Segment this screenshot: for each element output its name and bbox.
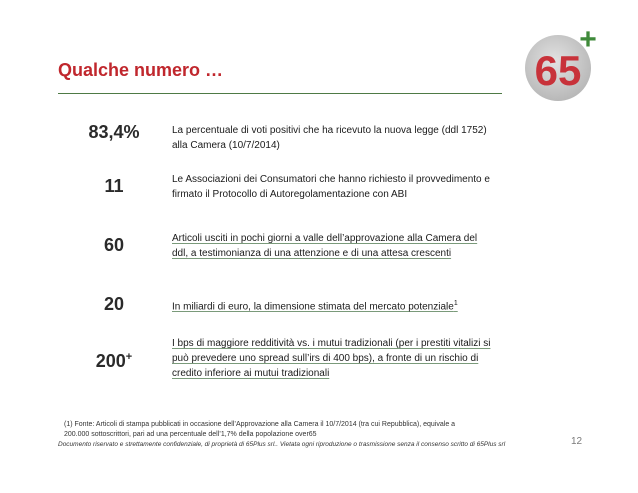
stat-value: 200+ <box>95 351 133 371</box>
description-line: La percentuale di voti positivi che ha ricevuto la nuova legge (ddl 1752) <box>172 125 487 136</box>
stat-description <box>172 172 534 202</box>
logo-text: 65 <box>534 47 582 94</box>
stat-value: 60 <box>103 235 125 255</box>
footnote-line: 200.000 sottoscrittori, pari ad una percentuale dell’1,7% della popolazione over65 <box>64 431 317 438</box>
description-line: ddl, a testimonianza di una attenzione e di una attesa crescenti <box>172 248 452 259</box>
footnote-marker: 1 <box>453 300 458 307</box>
page-number: 12 <box>571 436 583 447</box>
footnote-line: (1) Fonte: Articoli di stampa pubblicati in occasione dell’Approvazione alla Camera il 10/7/2014 (tra cui Repubblica), equivale a <box>64 421 456 428</box>
logo-plus: + <box>579 23 597 56</box>
description-line: Articoli usciti in pochi giorni a valle dell’approvazione alla Camera del <box>172 233 478 244</box>
stat-value: 83,4% <box>88 122 140 142</box>
stat-value: 11 <box>104 176 124 196</box>
title-divider <box>58 93 502 94</box>
description-line: In miliardi di euro, la dimensione stimata del mercato potenziale$^1$ <box>172 300 458 313</box>
stat-description <box>172 336 534 381</box>
confidentiality-disclaimer: Documento riservato e strettamente confidenziale, di proprietà di 65Plus srl.. Vietata ogni riproduzione o trasmissione senza il consenso scritto di 65Plus srl <box>58 441 506 448</box>
description-line: Le Associazioni dei Consumatori che hanno richiesto il provvedimento e <box>172 174 490 185</box>
stat-description <box>172 296 534 314</box>
logo-mark-icon <box>518 22 610 106</box>
description-line: I bps di maggiore redditività vs. i mutui tradizionali (per i prestiti vitalizi si <box>172 338 491 349</box>
description-line: alla Camera (10/7/2014) <box>172 140 280 151</box>
footnote <box>64 420 564 440</box>
page-title: Qualche numero … <box>58 60 224 80</box>
description-line: firmato il Protocollo di Autoregolamentazione con ABI <box>172 189 408 200</box>
stat-description <box>172 123 534 153</box>
description-line: può prevedere uno spread sull’irs di 400 bps), a fronte di un rischio di <box>172 353 479 364</box>
stat-value: 20 <box>103 294 125 314</box>
brand-logo <box>518 22 610 106</box>
stat-description <box>172 231 534 261</box>
description-line: credito inferiore ai mutui tradizionali <box>172 368 330 379</box>
